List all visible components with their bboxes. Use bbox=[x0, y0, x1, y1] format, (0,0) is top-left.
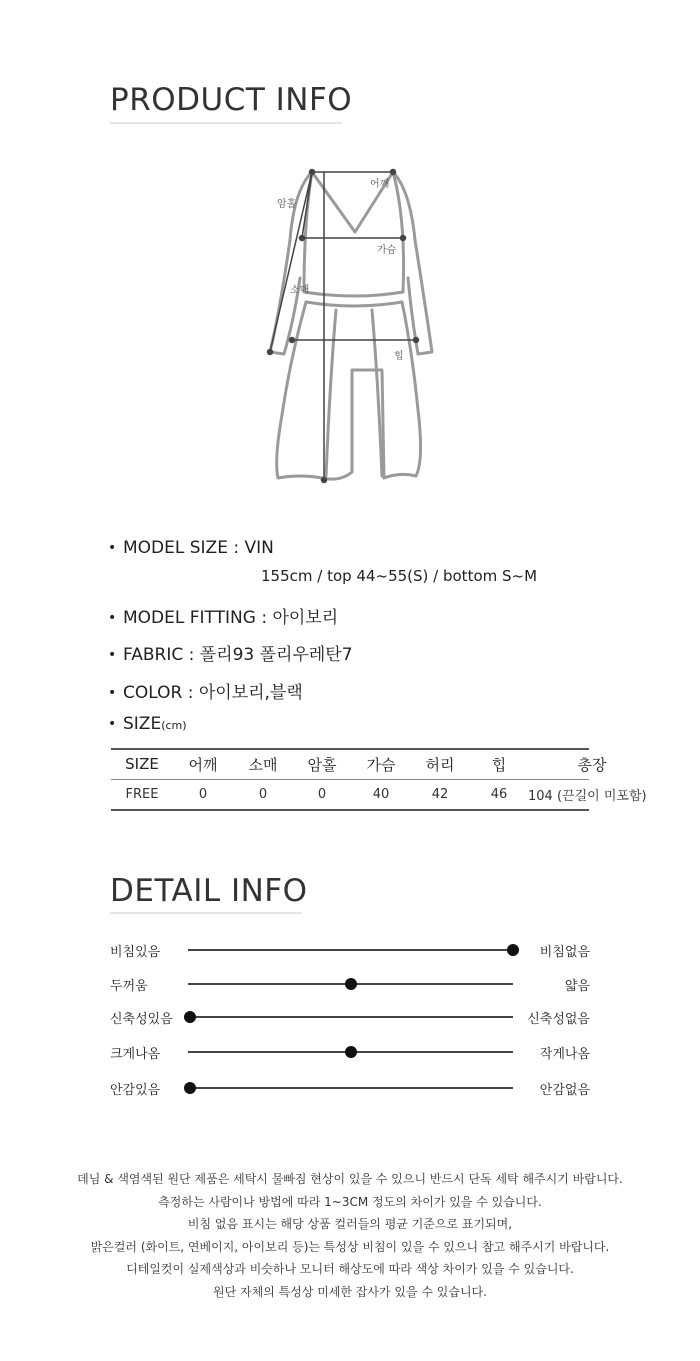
scale-track bbox=[188, 949, 513, 951]
size-table-cell: 104 (끈길이 미포함) bbox=[528, 788, 647, 804]
size-table-header: 허리 bbox=[425, 755, 455, 774]
scale-right-label: 작게나옴 bbox=[539, 1047, 590, 1062]
care-note: 밝은컬러 (화이트, 연베이지, 아이보리 등)는 특성상 비침이 있을 수 있으니 참고 해주시기 바랍니다. bbox=[90, 1239, 610, 1254]
scale-left-label: 신축성있음 bbox=[110, 1012, 173, 1027]
scale-left-label: 안감있음 bbox=[110, 1083, 161, 1098]
spec-model-size-detail: 155cm / top 44~55(S) / bottom S~M bbox=[261, 567, 538, 585]
figure-label-chest: 가슴 bbox=[377, 245, 397, 256]
size-table-cell: 0 bbox=[317, 786, 327, 802]
scale-track bbox=[190, 1087, 513, 1089]
detail-info-underline bbox=[110, 912, 302, 914]
scale-right-label: 얇음 bbox=[564, 979, 590, 994]
product-info-title: PRODUCT INFO bbox=[110, 82, 353, 118]
scale-right-label: 비침없음 bbox=[539, 945, 590, 960]
scale-marker bbox=[184, 1082, 196, 1094]
figure-label-shoulder: 어깨 bbox=[370, 179, 390, 190]
scale-track bbox=[188, 983, 513, 985]
scale-marker bbox=[507, 944, 519, 956]
scale-marker bbox=[345, 978, 357, 990]
product-info-underline bbox=[110, 122, 342, 124]
detail-info-title: DETAIL INFO bbox=[110, 873, 308, 909]
size-table-header: 힙 bbox=[491, 755, 507, 774]
waistband-outline bbox=[304, 292, 403, 306]
size-table-cell: 0 bbox=[258, 786, 268, 802]
size-table-cell: FREE bbox=[125, 786, 159, 802]
spec-model-size: • MODEL SIZE : VIN bbox=[108, 538, 274, 558]
size-table-bottom-rule bbox=[111, 809, 589, 811]
care-note: 비침 없음 표시는 해당 상품 컬러들의 평균 기준으로 표기되며, bbox=[187, 1217, 513, 1231]
scale-track bbox=[190, 1016, 513, 1018]
scale-marker bbox=[184, 1011, 196, 1023]
spec-model-fitting: • MODEL FITTING : 아이보리 bbox=[108, 608, 339, 628]
size-table-middle-rule bbox=[111, 779, 589, 780]
scale-marker bbox=[345, 1046, 357, 1058]
figure-label-hip: 힙 bbox=[394, 351, 404, 362]
size-table-cell: 0 bbox=[198, 786, 208, 802]
size-table-header: 암홀 bbox=[307, 755, 337, 774]
care-note: 원단 자체의 특성상 미세한 잡사가 있을 수 있습니다. bbox=[213, 1284, 487, 1299]
scale-left-label: 크게나옴 bbox=[110, 1047, 161, 1062]
care-note: 측정하는 사람이나 방법에 따라 1~3CM 정도의 차이가 있을 수 있습니다. bbox=[158, 1194, 542, 1209]
size-table-header: 가슴 bbox=[366, 755, 396, 774]
skirt-outline bbox=[277, 302, 421, 479]
scale-left-label: 두꺼움 bbox=[110, 979, 148, 994]
skirt-pleat-lines bbox=[326, 310, 382, 476]
spec-fabric: • FABRIC : 폴리93 폴리우레탄7 bbox=[108, 645, 353, 665]
scale-right-label: 신축성없음 bbox=[527, 1012, 590, 1027]
size-table-header-row bbox=[111, 749, 655, 779]
size-table-header: SIZE bbox=[125, 755, 159, 773]
size-table-header: 소매 bbox=[248, 755, 278, 774]
care-notes bbox=[0, 1168, 700, 1303]
care-note: 디테일컷이 실제색상과 비슷하나 모니터 해상도에 따라 색상 차이가 있을 수 있습니다. bbox=[126, 1262, 574, 1276]
spec-size: • SIZE(cm) bbox=[108, 714, 187, 734]
size-table-cell: 42 bbox=[431, 786, 449, 802]
figure-label-armhole: 암홀 bbox=[277, 199, 297, 210]
size-table-header: 총장 bbox=[577, 755, 607, 774]
scale-track bbox=[188, 1051, 513, 1053]
size-table-cell: 40 bbox=[372, 786, 390, 802]
size-table-row bbox=[111, 779, 655, 809]
figure-label-sleeve: 소매 bbox=[290, 285, 310, 296]
scale-right-label: 안감없음 bbox=[539, 1083, 590, 1098]
spec-size-unit: (cm) bbox=[161, 719, 187, 732]
scale-left-label: 비침있음 bbox=[110, 945, 161, 960]
size-table-cell: 46 bbox=[490, 786, 508, 802]
size-table-header: 어깨 bbox=[188, 755, 218, 774]
spec-color: • COLOR : 아이보리,블랙 bbox=[108, 683, 303, 703]
care-note: 데님 & 색염색된 원단 제품은 세탁시 물빠짐 현상이 있을 수 있으니 반드시 단독 세탁 해주시기 바랍니다. bbox=[77, 1172, 623, 1186]
